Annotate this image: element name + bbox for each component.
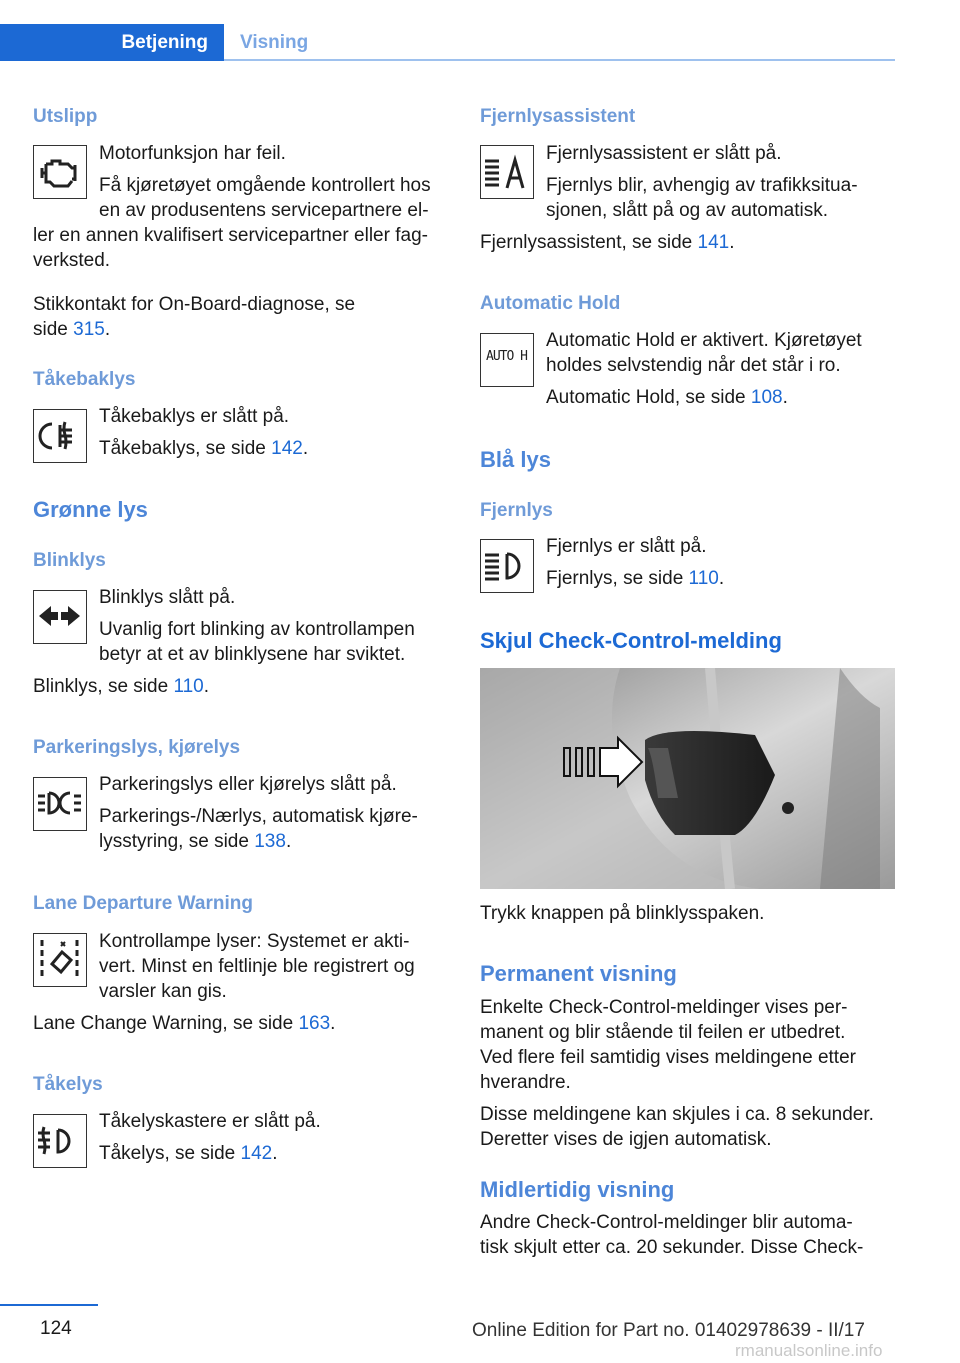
fjernlysassistent-line-1: Fjernlysassistent er slått på. [546,143,782,164]
utslipp-line-2: Få kjøretøyet omgående kontrollert hos [99,175,431,196]
fjernlys-line-2: Fjernlys, se side 110. [546,568,725,589]
lane-line-1: Kontrollampe lyser: Systemet er akti- [99,931,410,952]
fjernlysassistent-line-2: Fjernlys blir, avhengig av trafikksitua- [546,175,858,196]
link-page-315[interactable]: 315 [73,319,105,340]
utslipp-line-4: ler en annen kvalifisert servicepartner eller fag- [33,225,428,246]
permanent-line-3: Ved flere feil samtidig vises meldingene etter [480,1047,856,1068]
heading-utslipp: Utslipp [33,106,98,127]
autohold-line-2: holdes selvstendig når det står i ro. [546,355,841,376]
auto-hold-icon-text: AUTO H [486,349,527,364]
edition-text: Online Edition for Part no. 01402978639 - II/17 [472,1320,865,1341]
fjernlysassistent-line-3: sjonen, slått på og av automatisk. [546,200,828,221]
takebaklys-line-1: Tåkebaklys er slått på. [99,406,290,427]
parkering-line-3: lysstyring, se side 138. [99,831,292,852]
lane-departure-icon [33,933,87,987]
takelys-line-2: Tåkelys, se side 142. [99,1143,278,1164]
blinklys-line-1: Blinklys slått på. [99,587,236,608]
heading-automatic-hold: Automatic Hold [480,293,621,314]
heading-blinklys: Blinklys [33,550,106,571]
link-page-110-fjernlys[interactable]: 110 [688,568,719,589]
lane-line-2: vert. Minst en feltlinje ble registrert og [99,956,415,977]
parking-light-icon [33,777,87,831]
permanent-line-4: hverandre. [480,1072,571,1093]
skjul-caption: Trykk knappen på blinklysspaken. [480,903,765,924]
link-page-108[interactable]: 108 [750,387,783,408]
auto-hold-icon [480,333,534,387]
takelys-line-1: Tåkelyskastere er slått på. [99,1111,321,1132]
permanent-line-6: Deretter vises de igjen automatisk. [480,1129,772,1150]
header-rule [224,59,895,61]
page-number: 124 [40,1318,72,1339]
tab-betjening[interactable]: Betjening [0,24,224,61]
blinklys-line-2: Uvanlig fort blinking av kontrollampen [99,619,415,640]
blinklys-line-3: betyr at et av blinklysene har sviktet. [99,644,406,665]
parkering-line-1: Parkeringslys eller kjørelys slått på. [99,774,397,795]
fjernlysassistent-line-4: Fjernlysassistent, se side 141. [480,232,735,253]
footer-rule [0,1304,98,1306]
heading-midlertidig-visning: Midlertidig visning [480,1177,675,1202]
utslipp-line-1: Motorfunksjon har feil. [99,143,286,164]
heading-permanent-visning: Permanent visning [480,961,677,986]
heading-lane-departure: Lane Departure Warning [33,893,253,914]
fjernlys-line-1: Fjernlys er slått på. [546,536,707,557]
permanent-line-5: Disse meldingene kan skjules i ca. 8 sekunder. [480,1104,874,1125]
watermark: rmanualsonline.info [735,1341,883,1360]
utslipp-line-6: Stikkontakt for On-Board-diagnose, se [33,294,356,315]
heading-gronne-lys: Grønne lys [33,497,148,522]
lane-line-4: Lane Change Warning, se side 163. [33,1013,336,1034]
permanent-line-1: Enkelte Check-Control-meldinger vises per- [480,997,848,1018]
link-page-142-takelys[interactable]: 142 [240,1143,273,1164]
link-page-163[interactable]: 163 [298,1013,331,1034]
heading-fjernlys: Fjernlys [480,500,553,521]
heading-takebaklys: Tåkebaklys [33,369,136,390]
turn-signal-stalk-photo [480,668,895,889]
utslipp-line-3: en av produsentens servicepartnere el- [99,200,429,221]
autohold-line-1: Automatic Hold er aktivert. Kjøretøyet [546,330,862,351]
permanent-line-2: manent og blir stående til feilen er utbedret. [480,1022,846,1043]
rear-fog-light-icon [33,409,87,463]
utslipp-line-7: side 315. [33,319,111,340]
heading-fjernlysassistent: Fjernlysassistent [480,106,636,127]
tab-visning[interactable]: Visning [240,32,309,53]
lane-line-3: varsler kan gis. [99,981,227,1002]
parkering-line-2: Parkerings-/Nærlys, automatisk kjøre- [99,806,418,827]
autohold-line-3: Automatic Hold, se side 108. [546,387,788,408]
utslipp-line-5: verksted. [33,250,111,271]
heading-skjul-check-control: Skjul Check-Control-melding [480,628,782,653]
link-page-142[interactable]: 142 [271,438,303,459]
heading-bla-lys: Blå lys [480,447,551,472]
blinklys-line-4: Blinklys, se side 110. [33,676,210,697]
high-beam-icon [480,539,534,593]
header-tabs [0,24,895,61]
link-page-110[interactable]: 110 [173,676,204,697]
midlertidig-line-2: tisk skjult etter ca. 20 sekunder. Disse Check- [480,1237,864,1258]
heading-takelys: Tåkelys [33,1074,103,1095]
turn-signal-icon [33,590,87,644]
engine-warning-icon [33,145,87,199]
high-beam-assist-icon [480,145,534,199]
link-page-138[interactable]: 138 [254,831,286,852]
midlertidig-line-1: Andre Check-Control-meldinger blir automa- [480,1212,853,1233]
front-fog-light-icon [33,1114,87,1168]
link-page-141[interactable]: 141 [697,232,730,253]
takebaklys-line-2: Tåkebaklys, se side 142. [99,438,309,459]
heading-parkeringslys: Parkeringslys, kjørelys [33,737,241,758]
